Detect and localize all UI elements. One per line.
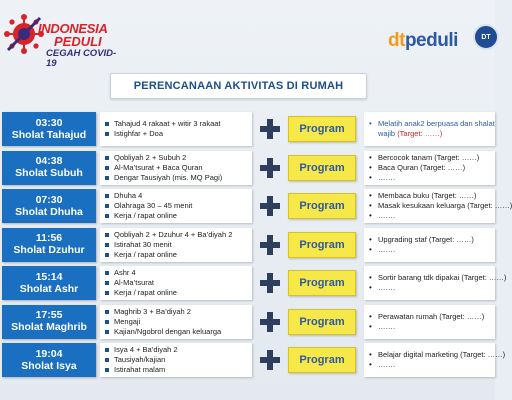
program-list	[364, 228, 495, 262]
schedule-row	[0, 264, 507, 302]
program-item	[368, 119, 503, 139]
prayer-time: 15:14	[35, 270, 63, 283]
activity-item: Istirahat 30 menit	[104, 240, 252, 250]
prayer-time-box	[2, 228, 96, 262]
program-list	[364, 305, 495, 339]
prayer-time: 04:38	[35, 155, 63, 167]
program-item: • Bercocok tanam (Target: ……)	[368, 153, 495, 163]
activity-list	[100, 343, 252, 377]
program-list	[364, 151, 495, 185]
activity-list	[100, 228, 252, 262]
program-label: Program	[288, 347, 356, 373]
activity-item: Kerja / rapat online	[104, 250, 252, 260]
program-item: • …….	[368, 173, 495, 183]
logo-line-1: INDONESIA	[38, 21, 108, 36]
program-item-text: Melatih anak2 berpuasa dan shalat wajib	[378, 119, 495, 138]
program-label: Program	[288, 193, 356, 219]
logo-line-3: CEGAH COVID-19	[46, 48, 117, 69]
activity-item: Kajian/Ngobrol dengan keluarga	[104, 327, 252, 337]
activity-list	[100, 151, 252, 185]
schedule-row	[0, 226, 495, 264]
activity-list	[100, 112, 252, 146]
dt-peduli-logo	[388, 22, 493, 62]
plus-icon	[260, 235, 280, 255]
schedule-row	[0, 187, 512, 225]
schedule-row	[0, 341, 506, 379]
program-label: Program	[288, 309, 356, 335]
prayer-name: Sholat Dhuha	[15, 205, 83, 218]
program-list	[364, 112, 495, 146]
program-item: • …….	[368, 322, 495, 332]
program-item: • Sortir barang tdk dipakai (Target: ……)	[368, 273, 495, 283]
activity-list	[100, 189, 252, 223]
program-item: • …….	[368, 245, 495, 255]
activity-item: Al-Ma’tsurat	[104, 278, 252, 288]
prayer-time-box	[2, 151, 96, 185]
prayer-time-box	[2, 266, 96, 300]
activity-item: Mengaji	[104, 317, 252, 327]
prayer-time-box	[2, 112, 96, 146]
program-list	[364, 343, 506, 377]
activity-item: Dengar Tausiyah (mis. MQ Pagi)	[104, 173, 252, 183]
program-label: Program	[288, 270, 356, 296]
activity-item: Tahajud 4 rakaat + witir 3 rakaat	[104, 119, 252, 129]
activity-list	[100, 266, 252, 300]
prayer-name: Sholat Isya	[21, 359, 77, 372]
dt-logo-text-a: dt	[388, 30, 405, 51]
activity-item: Kerja / rapat online	[104, 211, 252, 221]
prayer-name: Sholat Tahajud	[11, 128, 87, 141]
schedule-row	[0, 149, 495, 187]
plus-icon	[260, 158, 280, 178]
program-item-target: (Target: ……)	[397, 129, 443, 138]
prayer-time: 03:30	[35, 116, 63, 129]
plus-icon	[260, 273, 280, 293]
program-item: • Perawatan rumah (Target: ……)	[368, 312, 495, 322]
activity-item: Istirahat malam	[104, 365, 252, 375]
activity-item: Al-Ma’tsurat + Baca Quran	[104, 163, 252, 173]
activity-item: Maghrib 3 + Ba’diyah 2	[104, 307, 252, 317]
prayer-time-box	[2, 189, 96, 223]
program-item: • Baca Quran (Target: ……)	[368, 163, 495, 173]
indonesia-peduli-logo	[2, 8, 120, 70]
dt-logo-text-b: peduli	[404, 30, 458, 51]
program-item: • Belajar digital marketing (Target: ……)	[368, 350, 495, 360]
activity-item: Tausiyah/kajian	[104, 355, 252, 365]
prayer-name: Sholat Dzuhur	[13, 244, 85, 256]
prayer-time-box	[2, 305, 96, 339]
program-item: • …….	[368, 211, 495, 221]
schedule-row	[0, 303, 495, 341]
activity-item: Istighfar + Doa	[104, 129, 252, 139]
page-title: PERENCANAAN AKTIVITAS DI RUMAH	[110, 73, 367, 99]
program-label: Program	[288, 232, 356, 258]
plus-icon	[260, 312, 280, 332]
prayer-time: 07:30	[35, 193, 63, 206]
prayer-time: 19:04	[35, 347, 63, 360]
program-item: • …….	[368, 360, 495, 370]
activity-list	[100, 305, 252, 339]
prayer-time: 17:55	[35, 309, 63, 321]
prayer-name: Sholat Ashr	[19, 282, 79, 295]
plus-icon	[260, 350, 280, 370]
prayer-time-box	[2, 343, 96, 377]
activity-item: Olahraga 30 – 45 menit	[104, 201, 252, 211]
activity-item: Qobliyah 2 + Dzuhur 4 + Ba’diyah 2	[104, 230, 252, 240]
program-item: • Membaca buku (Target: ……)	[368, 191, 495, 201]
activity-item: Isya 4 + Ba’diyah 2	[104, 345, 252, 355]
logo-line-2: PEDULI	[54, 34, 102, 49]
program-list	[364, 189, 512, 223]
program-item: • …….	[368, 283, 495, 293]
activity-item: Ashr 4	[104, 268, 252, 278]
activity-item: Qobliyah 2 + Subuh 2	[104, 153, 252, 163]
plus-icon	[260, 119, 280, 139]
prayer-time: 11:56	[35, 232, 63, 244]
dt-badge-icon: DT	[473, 24, 499, 50]
program-item: • Masak kesukaan keluarga (Target: ……)	[368, 201, 495, 211]
program-list	[364, 266, 507, 300]
activity-item: Dhuha 4	[104, 191, 252, 201]
prayer-name: Sholat Maghrib	[11, 321, 87, 333]
program-label: Program	[288, 155, 356, 181]
program-label: Program	[288, 116, 356, 142]
plus-icon	[260, 196, 280, 216]
schedule-row	[0, 110, 495, 148]
activity-item: Kerja / rapat online	[104, 288, 252, 298]
prayer-name: Sholat Subuh	[15, 167, 83, 179]
program-item: • Upgrading staf (Target: ……)	[368, 235, 495, 245]
